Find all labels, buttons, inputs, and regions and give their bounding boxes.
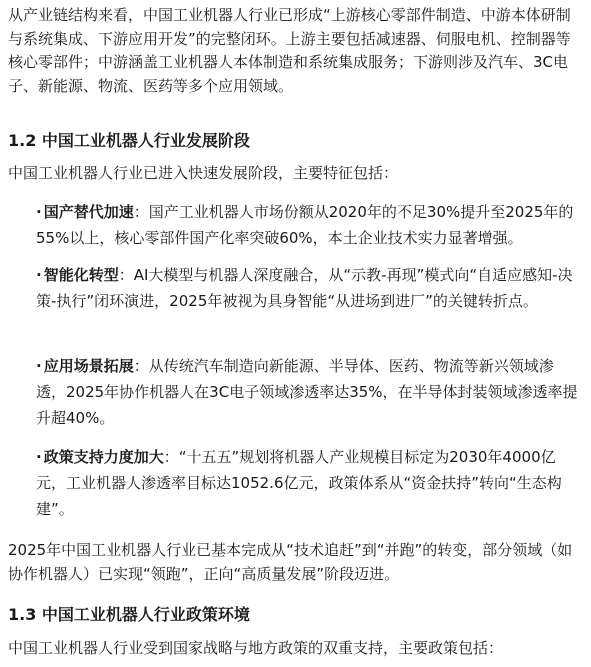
bullet-text: ：从传统汽车制造向新能源、半导体、医药、物流等新兴领域渗透，2025年协作机器人在3C电子领域渗透率达35%，在半导体封装领域渗透率提升超40%。 xyxy=(36,357,578,427)
intro-paragraph: 从产业链结构来看，中国工业机器人行业已形成“上游核心零部件制造、中游本体研制与系统集成、下游应用开发”的完整闭环。上游主要包括减速器、伺服电机、控制器等核心零部件；中游涵盖工业机器人本体制造和系统集成服务；下游则涉及汽车、3C电子、新能源、物流、医药等多个应用领域。 xyxy=(8,6,571,95)
bullet-dot-icon: · xyxy=(36,203,42,221)
section-1-2-summary: 2025年中国工业机器人行业已基本完成从“技术追赶”到“并跑”的转变，部分领域（如协作机器人）已实现“领跑”，正向“高质量发展”阶段迈进。 xyxy=(8,541,573,583)
bullet-label: 智能化转型 xyxy=(43,266,119,284)
bullet-dot-icon: · xyxy=(36,448,42,466)
bullet-item-intelligent-transformation xyxy=(36,262,583,314)
section-1-3-lead: 中国工业机器人行业受到国家战略与地方政策的双重支持，主要政策包括： xyxy=(8,639,504,657)
bullet-item-policy-support xyxy=(36,444,583,522)
bullet-item-domestic-substitution xyxy=(36,199,583,251)
bullet-label: 政策支持力度加大 xyxy=(43,448,164,466)
bullet-text: ：AI大模型与机器人深度融合，从“示教-再现”模式向“自适应感知-决策-执行”闭环演进，2025年被视为具身智能“从进场到进厂”的关键转折点。 xyxy=(36,266,573,310)
bullet-dot-icon: · xyxy=(36,357,42,375)
bullet-label: 国产替代加速 xyxy=(43,203,134,221)
bullet-dot-icon: · xyxy=(36,266,42,284)
section-heading-1-2: 1.2 中国工业机器人行业发展阶段 xyxy=(8,131,250,150)
section-1-2-lead: 中国工业机器人行业已进入快速发展阶段，主要特征包括： xyxy=(8,164,399,182)
bullet-text: ：“十五五”规划将机器人产业规模目标定为2030年4000亿元，工业机器人渗透率目标达1052.6亿元，政策体系从“资金扶持”转向“生态构建”。 xyxy=(36,448,562,518)
bullet-item-application-expansion xyxy=(36,353,583,431)
bullet-text: ：国产工业机器人市场份额从2020年的不足30%提升至2025年的55%以上，核心零部件国产化率突破60%，本土企业技术实力显著增强。 xyxy=(36,203,574,247)
bullet-label: 应用场景拓展 xyxy=(43,357,134,375)
section-heading-1-3: 1.3 中国工业机器人行业政策环境 xyxy=(8,605,250,624)
